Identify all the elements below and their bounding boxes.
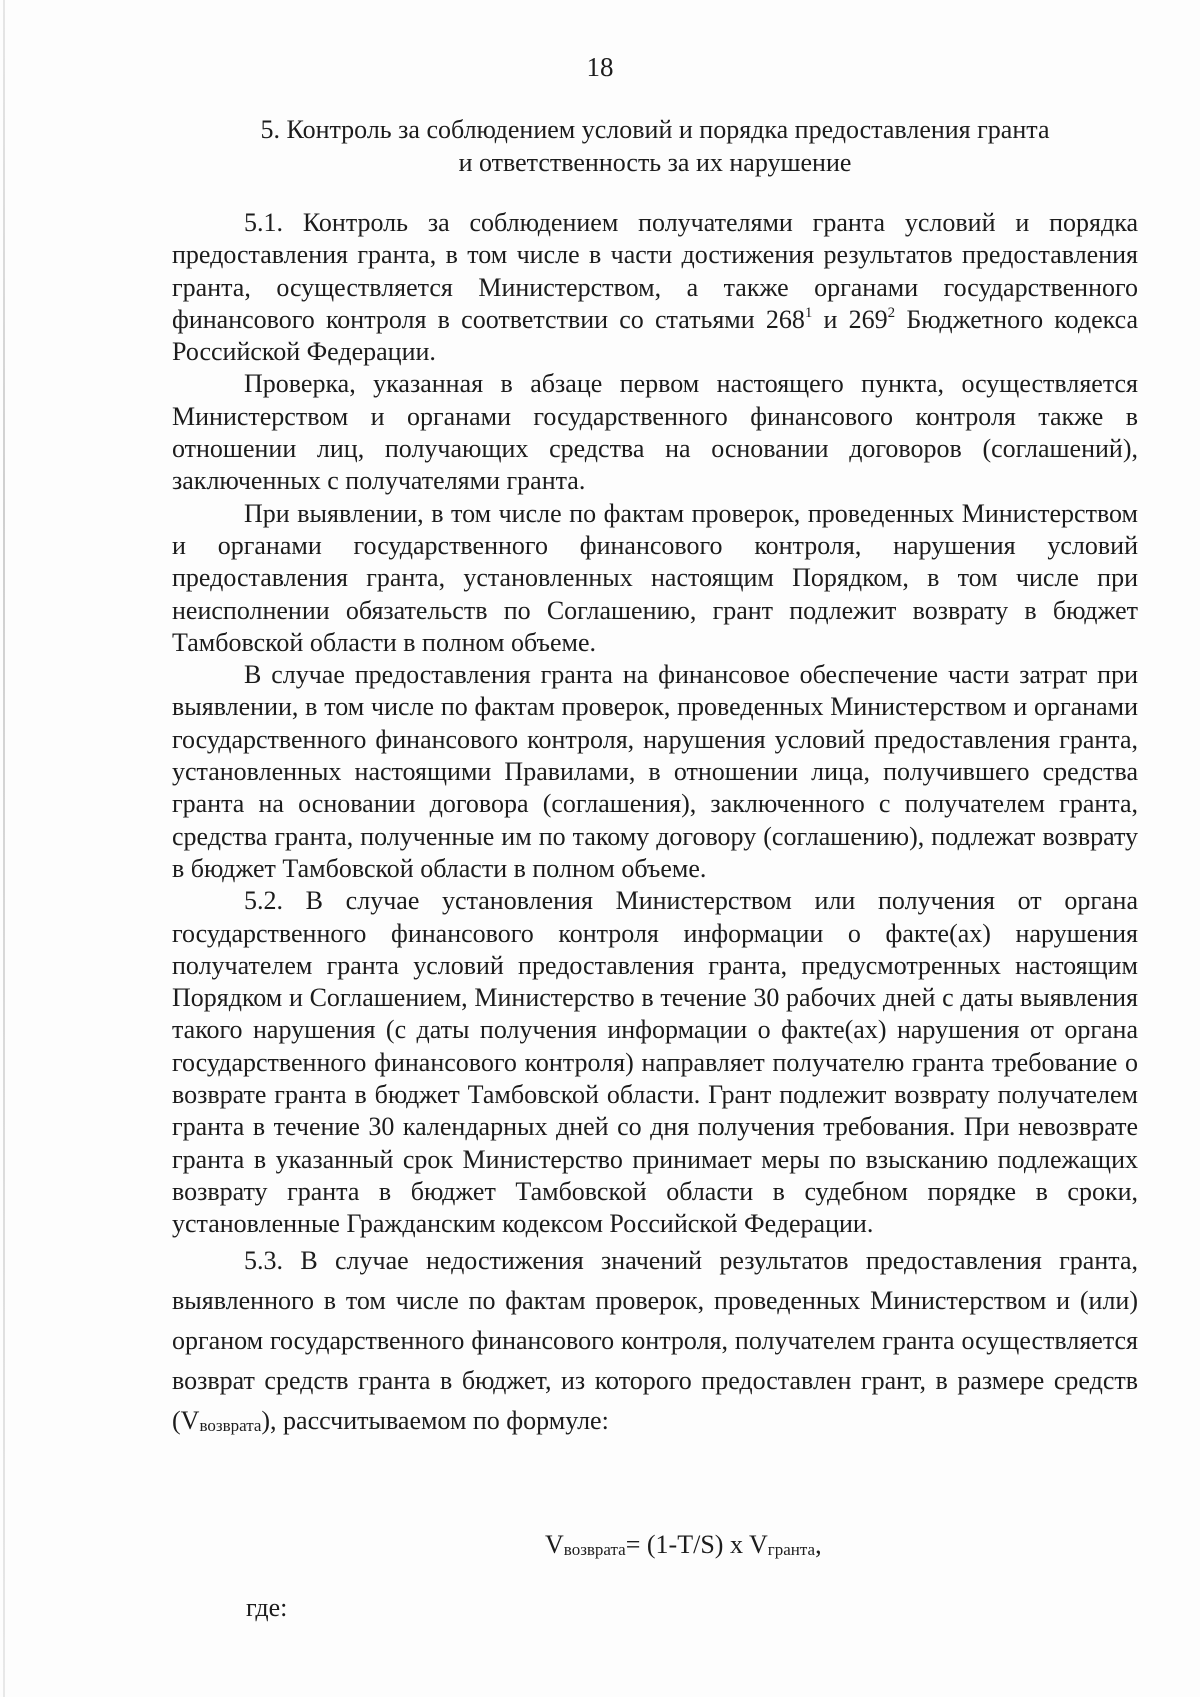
paragraph-partial-costs: В случае предоставления гранта на финансовое обеспечение части затрат при выявлении, в том числе по фактам проверок, проведенных Министерством и органами государственного финансового контроля, нарушения условий предоставления гранта, установленных настоящими Правилами, в отношении лица, получившего средства гранта на основании договора (соглашения), заключенного с получателем гранта, средства гранта, полученные им по такому договору (соглашению), подлежат возврату в бюджет Тамбовской области в полном объеме.	[172, 660, 1138, 883]
section-title-line-2: и ответственность за их нарушение	[458, 148, 852, 177]
section-title-line-1: 5. Контроль за соблюдением условий и порядка предоставления гранта	[260, 115, 1050, 144]
superscript-1: 1	[804, 304, 813, 321]
formula-sub-grant: гранта	[767, 1540, 816, 1559]
paragraph-5-1-text-b: и 269	[812, 304, 888, 334]
page-number: 18	[586, 52, 614, 82]
formula-v-return: V	[545, 1530, 564, 1559]
paragraph-5-2: 5.2. В случае установления Министерством или получения от органа государственного финансового контроля информации о факте(ах) нарушения получателем гранта условий предоставления гранта, предусмотренных настоящим Порядком и Соглашением, Министерство в течение 30 рабочих дней с даты выявления такого нарушения (с даты получения информации о факте(ах) нарушения от органа государственного финансового контроля) направляет получателю гранта требование о возврате гранта в бюджет Тамбовской области. Грант подлежит возврату получателем гранта в течение 30 календарных дней со дня получения требования. При невозврате гранта в указанный срок Министерство принимает меры по взысканию подлежащих возврату гранта в бюджет Тамбовской области в судебном порядке в сроки, установленные Гражданским кодексом Российской Федерации.	[172, 886, 1138, 1239]
paragraph-5-1-text-a: 5.1. Контроль за соблюдением получателями гранта условий и порядка предоставления гранта, в том числе в части достижения результатов предоставления гранта, осуществляется Министерством, а также органами государственного финансового контроля в соответствии со статьями 268	[172, 208, 1138, 334]
paragraph-5-3	[172, 1241, 1138, 1441]
formula-sub-return: возврата	[563, 1540, 626, 1559]
document-body	[172, 207, 1138, 1441]
paragraph-violation-detection: При выявлении, в том числе по фактам проверок, проведенных Министерством и органами государственного финансового контроля, нарушения условий предоставления гранта, установленных настоящим Порядком, в том числе при неисполнении обязательств по Соглашению, грант подлежит возврату в бюджет Тамбовской области в полном объеме.	[172, 498, 1138, 657]
paragraph-5-1	[172, 207, 1138, 368]
subscript-return: возврата	[199, 1415, 262, 1435]
paragraph-5-1-text-c: Бюджетного кодекса Российской Федерации.	[172, 304, 1139, 367]
superscript-2: 2	[887, 304, 896, 321]
paragraph-5-3-text-b: ), рассчитываемом по формуле:	[261, 1405, 609, 1435]
paragraph-5-3-text-a: 5.3. В случае недостижения значений результатов предоставления гранта, выявленного в том числе по фактам проверок, проведенных Министерством и (или) органом государственного финансового контроля, получателем гранта осуществляется возврат средств гранта в бюджет, из которого предоставлен грант, в размере средств (V	[172, 1245, 1138, 1435]
formula-expression: = (1-T/S) x V	[625, 1530, 768, 1559]
return-formula	[545, 1530, 822, 1560]
formula-tail: ,	[815, 1530, 822, 1559]
paragraph-inspection: Проверка, указанная в абзаце первом настоящего пункта, осуществляется Министерством и органами государственного финансового контроля также в отношении лиц, получающих средства на основании договоров (соглашений), заключенных с получателями гранта.	[172, 369, 1138, 496]
section-title	[170, 113, 1140, 179]
scan-edge-shadow	[3, 0, 5, 1697]
where-label: где:	[246, 1593, 288, 1622]
